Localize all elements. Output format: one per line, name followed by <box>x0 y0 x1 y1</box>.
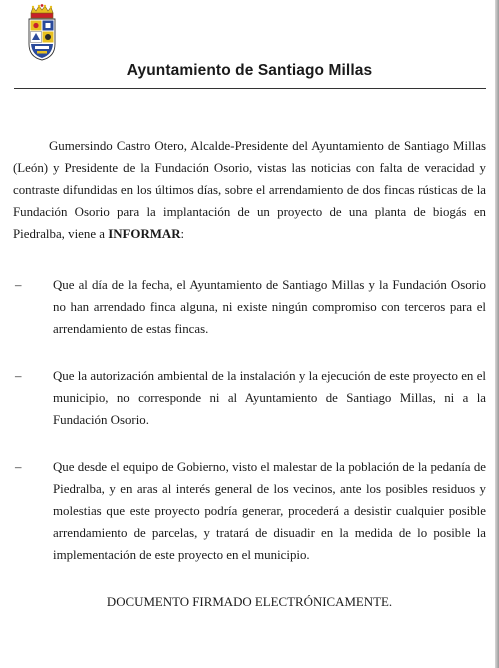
intro-end: : <box>180 227 185 242</box>
list-bullet: – <box>15 369 22 383</box>
signature-line: DOCUMENTO FIRMADO ELECTRÓNICAMENTE. <box>106 595 393 609</box>
crown-icon <box>31 4 53 18</box>
intro-emphasis: INFORMAR <box>108 227 181 242</box>
list-item-text: Que desde el equipo de Gobierno, visto el malestar de la población de la pedanía de Piedralba, y en aras al interés general de los vecinos, ante los posibles residuos y molestias que este proyecto podría generar, procederá a desistir cualquier posible arrendamiento de parcelas, y tratará de disuadir en la medida de lo posible la implementación de este proyecto en el municipio. <box>53 460 486 563</box>
list-bullet: – <box>15 278 22 292</box>
intro-text: Gumersindo Castro Otero, Alcalde-Presidente del Ayuntamiento de Santiago Millas (León) y Presidente de la Fundación Osorio, vistas las noticias con falta de veracidad y contraste difundidas en los últimos días, sobre el arrendamiento de dos fincas rústicas de la Fundación Osorio para la implantación de un proyecto de una planta de biogás en Piedralba, viene a <box>13 139 486 242</box>
list-bullet: – <box>15 460 22 474</box>
list-item-text: Que la autorización ambiental de la instalación y la ejecución de este proyecto en el municipio, no corresponde ni al Ayuntamiento de Santiago Millas, ni a la Fundación Osorio. <box>53 369 486 428</box>
page-title: Ayuntamiento de Santiago Millas <box>126 62 373 79</box>
coat-of-arms-icon <box>22 4 62 62</box>
intro-paragraph <box>13 135 486 245</box>
list-item <box>13 274 486 340</box>
header-divider <box>14 88 486 89</box>
list-item-text: Que al día de la fecha, el Ayuntamiento de Santiago Millas y la Fundación Osorio no han arrendado finca alguna, ni existe ningún compromiso con terceros para el arrendamiento de estas fincas. <box>53 278 486 337</box>
list-item <box>13 456 486 566</box>
page-edge-shadow <box>495 0 499 668</box>
list-item <box>13 365 486 431</box>
